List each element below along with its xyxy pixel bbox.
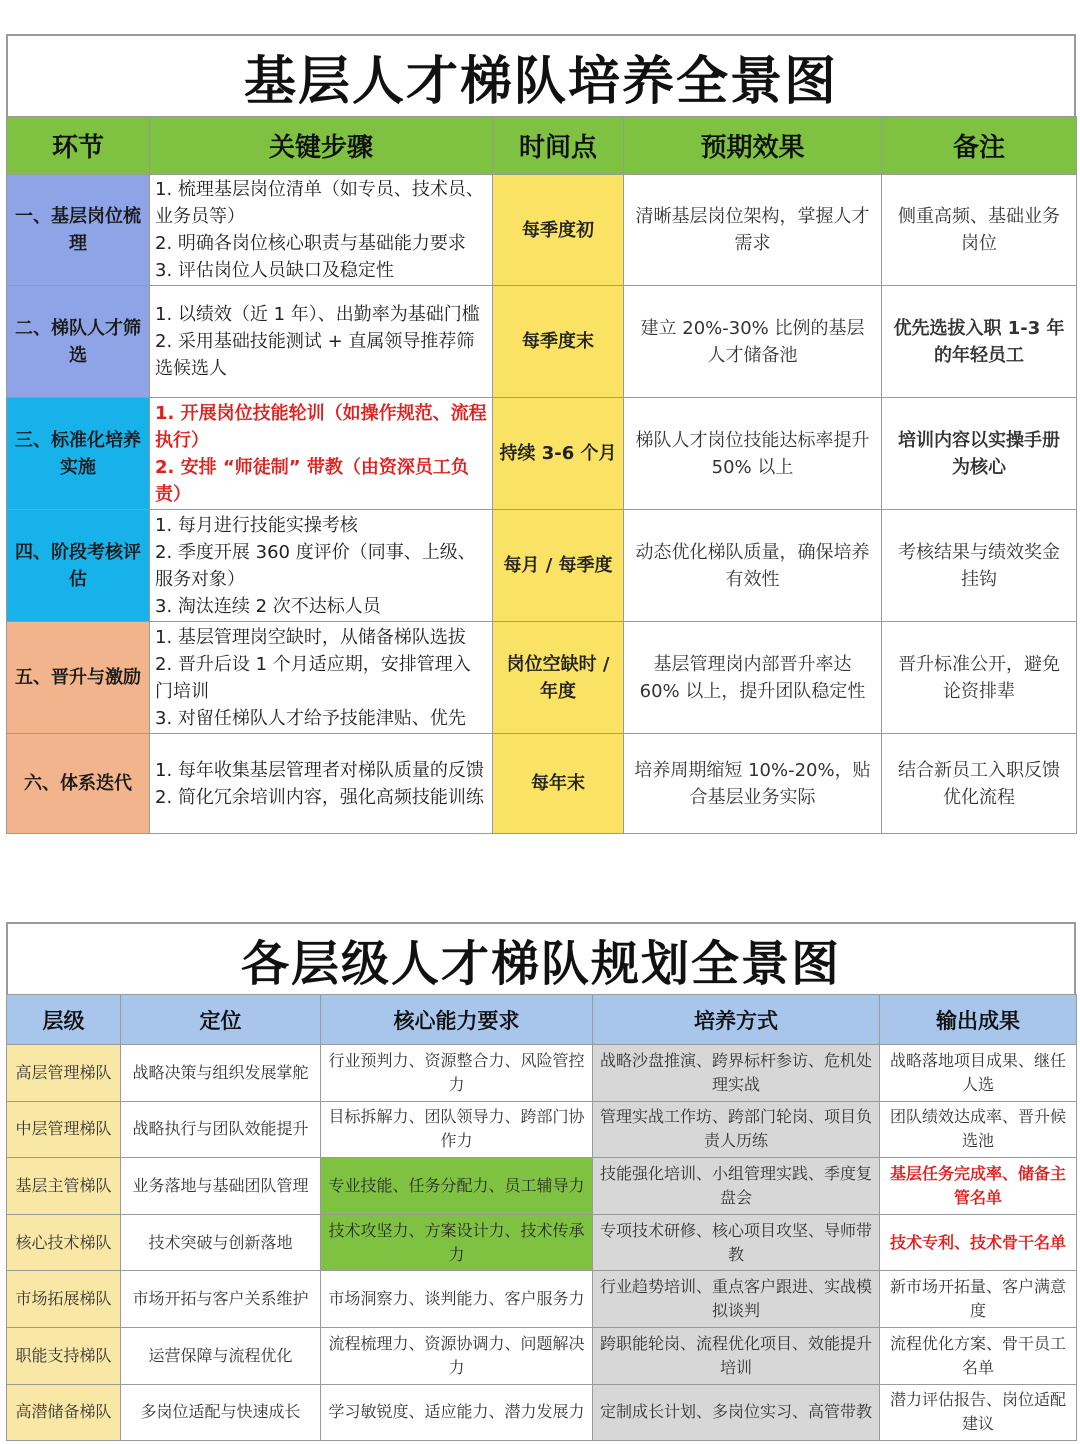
time-cell: 每年末 (493, 734, 624, 834)
table-row (7, 175, 1077, 286)
table2-title: 各层级人才梯队规划全景图 (6, 922, 1076, 994)
table-row (7, 1327, 1077, 1384)
table1-grid (6, 116, 1077, 834)
header-output: 输出成果 (880, 995, 1077, 1045)
step-item: 1. 每月进行技能实操考核 (155, 514, 358, 536)
table1-header-row (7, 117, 1077, 175)
stage-cell: 三、标准化培养实施 (7, 398, 150, 510)
note-cell: 侧重高频、基础业务岗位 (882, 175, 1077, 286)
output-cell-highlight: 基层任务完成率、储备主管名单 (880, 1158, 1077, 1215)
output-cell: 战略落地项目成果、继任人选 (880, 1045, 1077, 1102)
level-cell: 基层主管梯队 (7, 1158, 121, 1215)
table-row (7, 398, 1077, 510)
position-cell: 业务落地与基础团队管理 (121, 1158, 321, 1215)
step-item: 1. 基层管理岗空缺时，从储备梯队选拔 (155, 626, 466, 648)
step-item: 3. 淘汰连续 2 次不达标人员 (155, 595, 381, 617)
step-item: 1. 每年收集基层管理者对梯队质量的反馈2. 简化冗余培训内容，强化高频技能训练 (155, 759, 484, 808)
time-cell: 每季度末 (493, 286, 624, 398)
stage-cell: 二、梯队人才筛选 (7, 286, 150, 398)
header-level: 层级 (7, 995, 121, 1045)
stage-cell: 四、阶段考核评估 (7, 510, 150, 622)
ability-cell: 市场洞察力、谈判能力、客户服务力 (321, 1271, 593, 1328)
table-row (7, 1384, 1077, 1441)
table-row (7, 1214, 1077, 1271)
steps-cell (150, 622, 493, 734)
step-item: 2. 安排 “师徒制” 带教（由资深员工负责） (155, 456, 469, 505)
level-cell: 高潜储备梯队 (7, 1384, 121, 1441)
table-row (7, 286, 1077, 398)
ability-cell-highlight: 技术攻坚力、方案设计力、技术传承力 (321, 1214, 593, 1271)
table2-header-row (7, 995, 1077, 1045)
table2-grid (6, 994, 1077, 1441)
table1-title: 基层人才梯队培养全景图 (6, 34, 1076, 116)
training-panorama-table (6, 34, 1076, 834)
output-cell: 潜力评估报告、岗位适配建议 (880, 1384, 1077, 1441)
ability-cell: 目标拆解力、团队领导力、跨部门协作力 (321, 1101, 593, 1158)
step-item: 3. 评估岗位人员缺口及稳定性 (155, 260, 394, 281)
table-row (7, 1158, 1077, 1215)
table-row (7, 1045, 1077, 1102)
note-cell-highlight: 优先选拔入职 1-3 年的年轻员工 (882, 286, 1077, 398)
position-cell: 多岗位适配与快速成长 (121, 1384, 321, 1441)
effect-cell: 梯队人才岗位技能达标率提升 50% 以上 (624, 398, 882, 510)
ability-cell: 流程梳理力、资源协调力、问题解决力 (321, 1327, 593, 1384)
step-item: 1. 梳理基层岗位清单（如专员、技术员、业务员等） (155, 179, 484, 227)
time-cell: 每季度初 (493, 175, 624, 286)
step-item: 3. 对留任梯队人才给予技能津贴、优先 (155, 707, 466, 729)
steps-cell (150, 175, 493, 286)
position-cell: 运营保障与流程优化 (121, 1327, 321, 1384)
effect-cell: 清晰基层岗位架构，掌握人才需求 (624, 175, 882, 286)
step-item: 2. 季度开展 360 度评价（同事、上级、服务对象） (155, 541, 476, 590)
position-cell: 战略执行与团队效能提升 (121, 1101, 321, 1158)
header-training: 培养方式 (593, 995, 880, 1045)
step-item: 1. 以绩效（近 1 年）、出勤率为基础门槛 (155, 304, 480, 325)
ability-cell: 学习敏锐度、适应能力、潜力发展力 (321, 1384, 593, 1441)
table-row (7, 1271, 1077, 1328)
step-item: 2. 采用基础技能测试 + 直属领导推荐筛选候选人 (155, 331, 475, 379)
output-cell: 团队绩效达成率、晋升候选池 (880, 1101, 1077, 1158)
step-item: 2. 明确各岗位核心职责与基础能力要求 (155, 233, 466, 254)
note-cell: 考核结果与绩效奖金挂钩 (882, 510, 1077, 622)
header-ability: 核心能力要求 (321, 995, 593, 1045)
table-row (7, 734, 1077, 834)
header-steps: 关键步骤 (150, 117, 493, 175)
stage-cell: 五、晋升与激励 (7, 622, 150, 734)
position-cell: 战略决策与组织发展掌舵 (121, 1045, 321, 1102)
level-cell: 中层管理梯队 (7, 1101, 121, 1158)
steps-cell-highlight (150, 398, 493, 510)
training-cell: 管理实战工作坊、跨部门轮岗、项目负责人历练 (593, 1101, 880, 1158)
stage-cell: 一、基层岗位梳理 (7, 175, 150, 286)
output-cell-highlight: 技术专利、技术骨干名单 (880, 1214, 1077, 1271)
header-effect: 预期效果 (624, 117, 882, 175)
note-cell-highlight: 培训内容以实操手册为核心 (882, 398, 1077, 510)
training-cell: 行业趋势培训、重点客户跟进、实战模拟谈判 (593, 1271, 880, 1328)
steps-cell (150, 286, 493, 398)
step-item: 1. 开展岗位技能轮训（如操作规范、流程执行） (155, 402, 487, 451)
note-cell: 晋升标准公开，避免论资排辈 (882, 622, 1077, 734)
table-row (7, 1101, 1077, 1158)
training-cell: 跨职能轮岗、流程优化项目、效能提升培训 (593, 1327, 880, 1384)
time-cell: 每月 / 每季度 (493, 510, 624, 622)
level-cell: 高层管理梯队 (7, 1045, 121, 1102)
training-cell: 专项技术研修、核心项目攻坚、导师带教 (593, 1214, 880, 1271)
position-cell: 市场开拓与客户关系维护 (121, 1271, 321, 1328)
effect-cell: 培养周期缩短 10%-20%，贴合基层业务实际 (624, 734, 882, 834)
stage-cell: 六、体系迭代 (7, 734, 150, 834)
ability-cell-highlight: 专业技能、任务分配力、员工辅导力 (321, 1158, 593, 1215)
header-stage: 环节 (7, 117, 150, 175)
level-cell: 核心技术梯队 (7, 1214, 121, 1271)
steps-cell (150, 734, 493, 834)
output-cell: 新市场开拓量、客户满意度 (880, 1271, 1077, 1328)
effect-cell: 动态优化梯队质量，确保培养有效性 (624, 510, 882, 622)
position-cell: 技术突破与创新落地 (121, 1214, 321, 1271)
time-cell: 岗位空缺时 / 年度 (493, 622, 624, 734)
effect-cell: 基层管理岗内部晋升率达 60% 以上，提升团队稳定性 (624, 622, 882, 734)
effect-cell: 建立 20%-30% 比例的基层人才储备池 (624, 286, 882, 398)
step-item: 2. 晋升后设 1 个月适应期，安排管理入门培训 (155, 653, 471, 702)
header-position: 定位 (121, 995, 321, 1045)
header-time: 时间点 (493, 117, 624, 175)
header-note: 备注 (882, 117, 1077, 175)
output-cell: 流程优化方案、骨干员工名单 (880, 1327, 1077, 1384)
table-row (7, 622, 1077, 734)
level-cell: 市场拓展梯队 (7, 1271, 121, 1328)
level-cell: 职能支持梯队 (7, 1327, 121, 1384)
ability-cell: 行业预判力、资源整合力、风险管控力 (321, 1045, 593, 1102)
note-cell: 结合新员工入职反馈优化流程 (882, 734, 1077, 834)
table-row (7, 510, 1077, 622)
talent-planning-table (6, 922, 1076, 1441)
training-cell: 定制成长计划、多岗位实习、高管带教 (593, 1384, 880, 1441)
steps-cell (150, 510, 493, 622)
time-cell: 持续 3-6 个月 (493, 398, 624, 510)
training-cell: 技能强化培训、小组管理实践、季度复盘会 (593, 1158, 880, 1215)
training-cell: 战略沙盘推演、跨界标杆参访、危机处理实战 (593, 1045, 880, 1102)
